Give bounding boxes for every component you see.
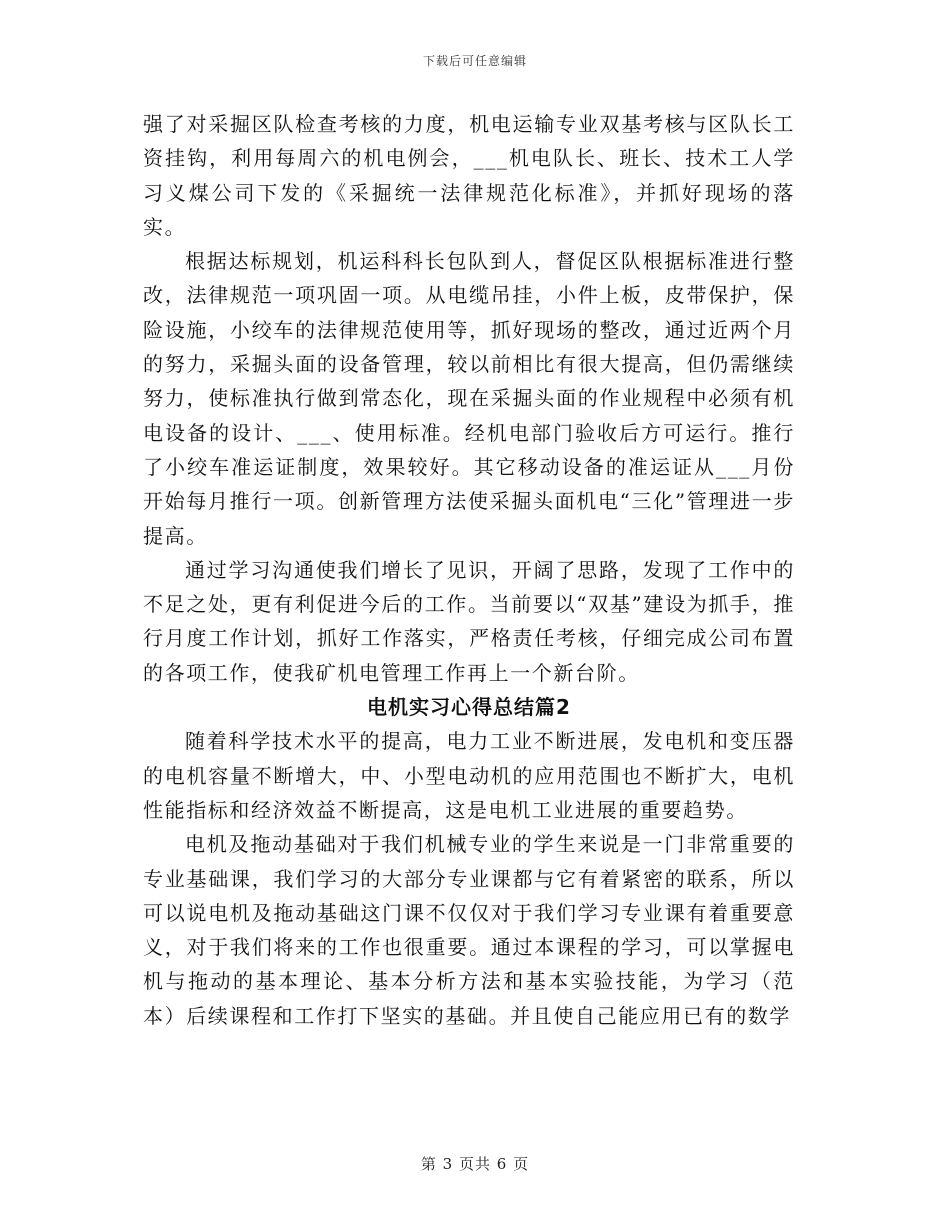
paragraph-4: 随着科学技术水平的提高，电力工业不断进展，发电机和变压器的电机容量不断增大，中、小型电动机的应用范围也不断扩大，电机性能指标和经济效益不断提高，这是电机工业进展的重要趋势。 (143, 729, 795, 822)
page-footer: 第 3 页共 6 页 (420, 1155, 530, 1173)
paragraph-1: 强了对采掘区队检查考核的力度，机电运输专业双基考核与区队长工资挂钩，利用每周六的机电例会，___机电队长、班长、技术工人学习义煤公司下发的《采掘统一法律规范化标准》，并抓好现场的落实。 (143, 112, 795, 239)
section-heading: 电机实习心得总结篇2 (367, 695, 571, 720)
paragraph-3: 通过学习沟通使我们增长了见识，开阔了思路，发现了工作中的不足之处，更有利促进今后的工作。当前要以“双基”建设为抓手，推行月度工作计划，抓好工作落实，严格责任考核，仔细完成公司布置的各项工作，使我矿机电管理工作再上一个新台阶。 (143, 557, 795, 685)
document-body (143, 107, 795, 1033)
page-header: 下载后可任意编辑 (422, 54, 527, 68)
paragraph-5: 电机及拖动基础对于我们机械专业的学生来说是一门非常重要的专业基础课，我们学习的大部分专业课都与它有着紧密的联系，所以可以说电机及拖动基础这门课不仅仅对于我们学习专业课有着重要意义，对于我们将来的工作也很重要。通过本课程的学习，可以掌握电机与拖动的基本理论、基本分析方法和基本实验技能，为学习（范本）后续课程和工作打下坚实的基础。并且使自己能应用已有的数学 (143, 832, 795, 1028)
paragraph-2: 根据达标规划，机运科科长包队到人，督促区队根据标准进行整改，法律规范一项巩固一项。从电缆吊挂，小件上板，皮带保护，保险设施，小绞车的法律规范使用等，抓好现场的整改，通过近两个月的努力，采掘头面的设备管理，较以前相比有很大提高，但仍需继续努力，使标准执行做到常态化，现在采掘头面的作业规程中必须有机电设备的设计、___、使用标准。经机电部门验收后方可运行。推行了小绞车准运证制度，效果较好。其它移动设备的准运证从___月份开始每月推行一项。创新管理方法使采掘头面机电“三化”管理进一步提高。 (143, 249, 795, 548)
